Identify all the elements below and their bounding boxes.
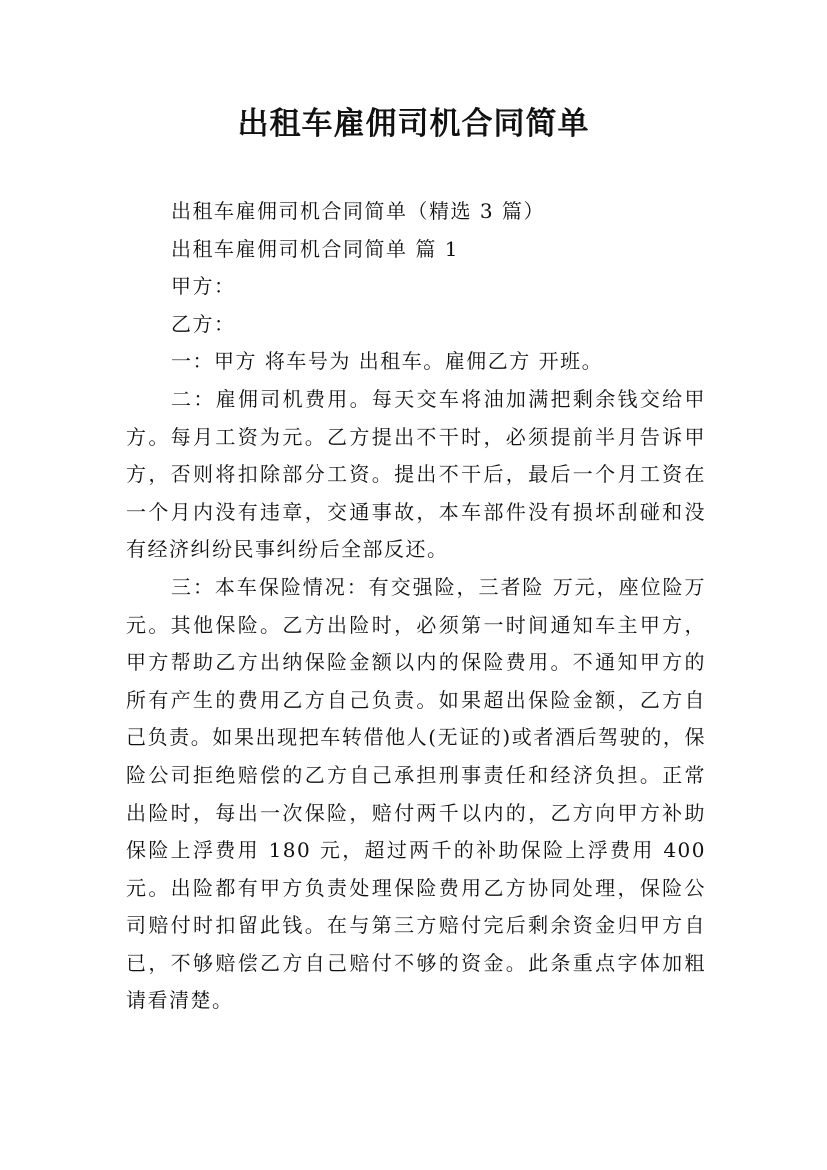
document-body	[126, 193, 706, 1020]
paragraph-section-heading: 出租车雇佣司机合同简单 篇 1	[171, 236, 459, 261]
paragraph-clause-2: 二：雇佣司机费用。每天交车将油加满把剩余钱交给甲方。每月工资为元。乙方提出不干时，必须提前半月告诉甲方，否则将扣除部分工资。提出不干后，最后一个月工资在一个月内没有违章，交通事故，本车部件没有损坏刮碰和没有经济纠纷民事纠纷后全部反还。	[126, 386, 706, 562]
paragraph-subtitle: 出租车雇佣司机合同简单（精选 3 篇）	[171, 199, 545, 223]
document-title: 出租车雇佣司机合同简单	[237, 106, 590, 142]
paragraph-party-a: 甲方：	[171, 274, 236, 299]
paragraph-clause-1: 一：甲方 将车号为 出租车。雇佣乙方 开班。	[171, 349, 604, 374]
paragraph-clause-3: 三：本车保险情况：有交强险，三者险 万元，座位险万元。其他保险。乙方出险时，必须第一时间通知车主甲方，甲方帮助乙方出纳保险金额以内的保险费用。不通知甲方的所有产生的费用乙方自己负责。如果超出保险金额，乙方自己负责。如果出现把车转借他人(无证的)或者酒后驾驶的，保险公司拒绝赔偿的乙方自己承担刑事责任和经济负担。正常出险时，每出一次保险，赔付两千以内的，乙方向甲方补助保险上浮费用 180 元，超过两千的补助保险上浮费用 400元。出险都有甲方负责处理保险费用乙方协同处理，保险公司赔付时扣留此钱。在与第三方赔付完后剩余资金归甲方自已，不够赔偿乙方自己赔付不够的资金。此条重点字体加粗请看清楚。	[126, 574, 706, 1013]
paragraph-party-b: 乙方：	[171, 311, 236, 336]
